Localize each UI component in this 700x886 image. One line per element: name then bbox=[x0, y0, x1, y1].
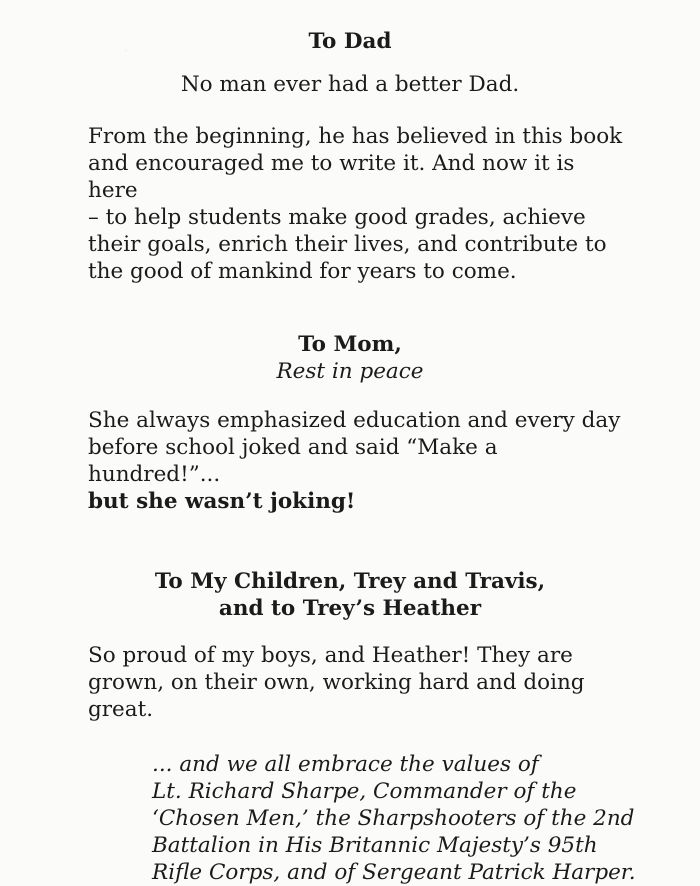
mom-tribute: Rest in peace bbox=[276, 359, 424, 384]
text-line: She always emphasized education and every day bbox=[88, 408, 621, 433]
sharpe-epigraph bbox=[152, 751, 660, 886]
text-line: Rifle Corps, and of Sergeant Patrick Harper. bbox=[152, 860, 636, 885]
dad-paragraph bbox=[88, 123, 630, 285]
text-line: – to help students make good grades, achieve bbox=[88, 205, 586, 230]
text-line: their goals, enrich their lives, and contribute to bbox=[88, 232, 607, 257]
text-line: Battalion in His Britannic Majesty’s 95th bbox=[152, 833, 598, 858]
children-heading-line1: To My Children, Trey and Travis, bbox=[154, 569, 546, 594]
dad-tribute: No man ever had a better Dad. bbox=[180, 72, 520, 97]
text-line: grown, on their own, working hard and doing bbox=[88, 670, 585, 695]
text-line: and encouraged me to write it. And now it is here bbox=[88, 151, 575, 203]
text-line-bold: but she wasn’t joking! bbox=[88, 489, 356, 514]
text-line: ... and we all embrace the values of bbox=[152, 752, 539, 777]
text-line: the good of mankind for years to come. bbox=[88, 259, 517, 284]
mom-heading: To Mom, bbox=[298, 332, 402, 357]
children-heading-line2: and to Trey’s Heather bbox=[218, 596, 482, 621]
text-line: great. bbox=[88, 697, 154, 722]
text-line: before school joked and said “Make a hundred!”... bbox=[88, 435, 498, 487]
text-line: From the beginning, he has believed in this book bbox=[88, 124, 623, 149]
text-line: Lt. Richard Sharpe, Commander of the bbox=[152, 779, 577, 804]
children-paragraph bbox=[88, 642, 630, 723]
dad-heading: To Dad bbox=[308, 29, 392, 54]
mom-paragraph bbox=[88, 407, 630, 515]
text-line: So proud of my boys, and Heather! They are bbox=[88, 643, 573, 668]
text-line: ‘Chosen Men,’ the Sharpshooters of the 2nd bbox=[152, 806, 635, 831]
